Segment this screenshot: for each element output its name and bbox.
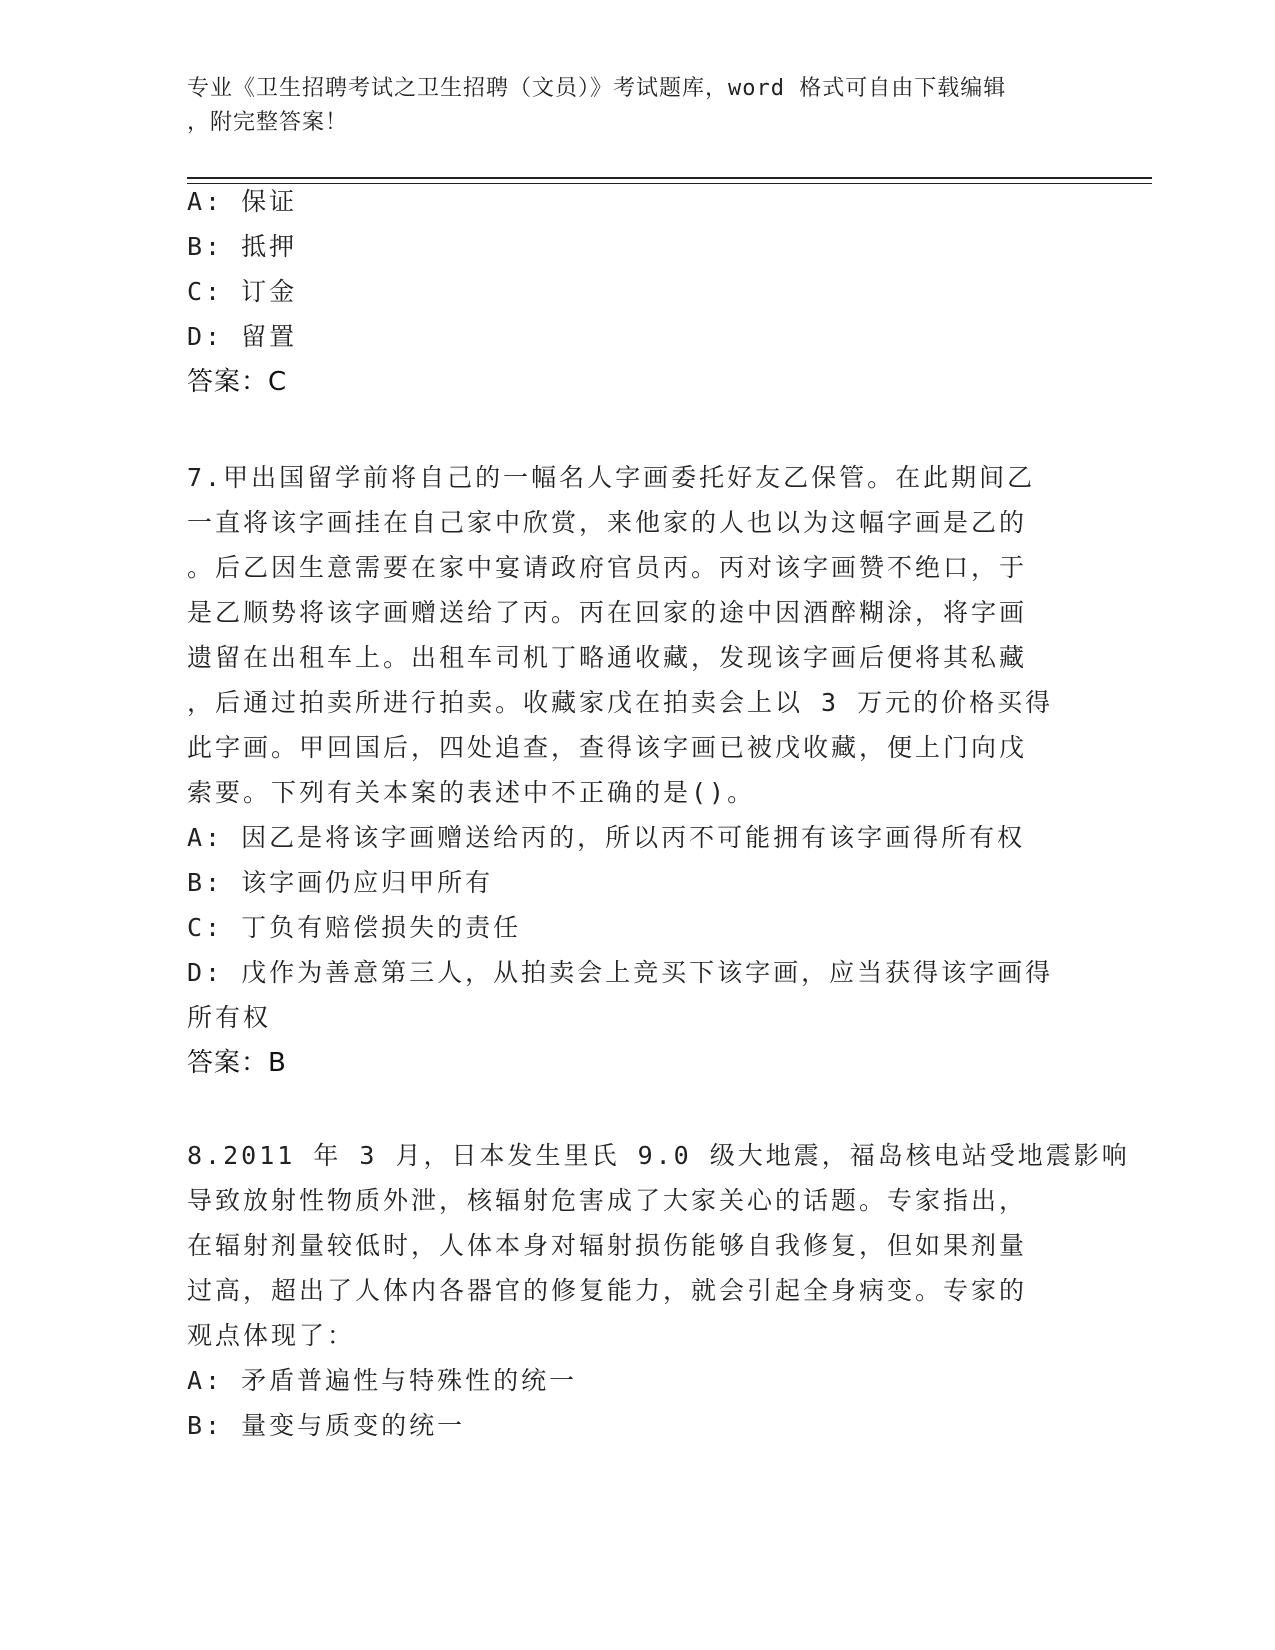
q6-option-b: B: 抵押 bbox=[187, 232, 298, 261]
q7-option-d-continued: 所有权 bbox=[187, 1003, 272, 1032]
q8-option-b: B: 量变与质变的统一 bbox=[187, 1411, 466, 1440]
q6-option-a: A: 保证 bbox=[187, 187, 298, 216]
header-rule-thin bbox=[187, 183, 1152, 184]
q6-option-d: D: 留置 bbox=[187, 322, 298, 351]
q6-answer: 答案：C bbox=[187, 367, 288, 397]
q8-stem-line-1: 8.2011 年 3 月，日本发生里氏 9.0 级大地震，福岛核电站受地震影响 bbox=[187, 1141, 1130, 1170]
q7-stem-line-3: 。后乙因生意需要在家中宴请政府官员丙。丙对该字画赞不绝口，于 bbox=[187, 553, 1028, 582]
q7-option-c: C: 丁负有赔偿损失的责任 bbox=[187, 913, 522, 942]
q7-stem-line-2: 一直将该字画挂在自己家中欣赏，来他家的人也以为这幅字画是乙的 bbox=[187, 508, 1028, 537]
q7-stem-line-5: 遗留在出租车上。出租车司机丁略通收藏，发现该字画后便将其私藏 bbox=[187, 643, 1028, 672]
q7-stem-line-8: 索要。下列有关本案的表述中不正确的是()。 bbox=[187, 778, 756, 807]
q7-answer: 答案：B bbox=[187, 1048, 287, 1078]
document-header bbox=[187, 72, 1087, 140]
header-rule-thick bbox=[187, 177, 1152, 179]
header-line-2: ，附完整答案！ bbox=[187, 110, 349, 135]
q7-option-a: A: 因乙是将该字画赠送给丙的，所以丙不可能拥有该字画得所有权 bbox=[187, 823, 1026, 852]
q8-stem-line-4: 过高，超出了人体内各器官的修复能力，就会引起全身病变。专家的 bbox=[187, 1276, 1028, 1305]
q8-stem-line-2: 导致放射性物质外泄，核辐射危害成了大家关心的话题。专家指出， bbox=[187, 1186, 1028, 1215]
q7-option-d: D: 戊作为善意第三人，从拍卖会上竞买下该字画，应当获得该字画得 bbox=[187, 958, 1054, 987]
q7-stem-line-6: ，后通过拍卖所进行拍卖。收藏家戊在拍卖会上以 3 万元的价格买得 bbox=[187, 688, 1054, 717]
q7-option-b: B: 该字画仍应归甲所有 bbox=[187, 868, 494, 897]
q6-option-c: C: 订金 bbox=[187, 277, 298, 306]
q7-stem-line-1: 7.甲出国留学前将自己的一幅名人字画委托好友乙保管。在此期间乙 bbox=[187, 463, 1036, 492]
q7-stem-line-4: 是乙顺势将该字画赠送给了丙。丙在回家的途中因酒醉糊涂，将字画 bbox=[187, 598, 1028, 627]
q8-stem-line-3: 在辐射剂量较低时，人体本身对辐射损伤能够自我修复，但如果剂量 bbox=[187, 1231, 1028, 1260]
q8-stem-line-5: 观点体现了： bbox=[187, 1321, 356, 1350]
q7-stem-line-7: 此字画。甲回国后，四处追查，查得该字画已被戊收藏，便上门向戊 bbox=[187, 733, 1028, 762]
q8-option-a: A: 矛盾普遍性与特殊性的统一 bbox=[187, 1366, 578, 1395]
header-line-1: 专业《卫生招聘考试之卫生招聘（文员）》考试题库，word 格式可自由下载编辑 bbox=[187, 76, 1007, 101]
